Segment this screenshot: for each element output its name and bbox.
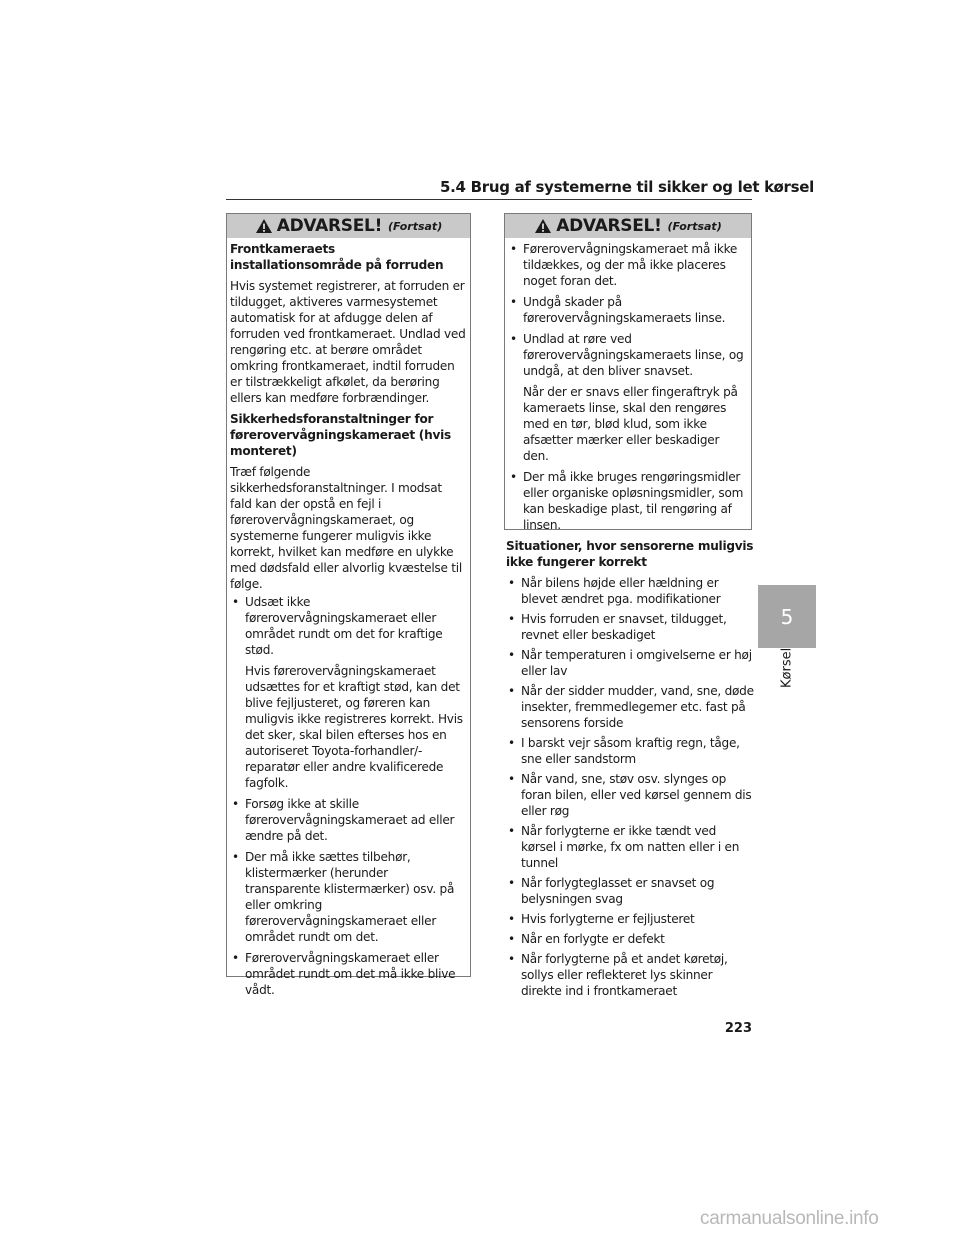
situations-heading: Situationer, hvor sensorerne muligvis ikke fungerer korrekt [506, 539, 754, 569]
warning-box-left [226, 213, 471, 997]
warning-body [227, 238, 470, 998]
chapter-tab [758, 585, 816, 648]
bullet-subparagraph: Når der er snavs eller fingeraftryk på kameraets linse, skal den rengøres med en tør, blød klud, som ikke afsætter mærker eller beskadiger den. [523, 385, 738, 463]
bullet-item: • Udsæt ikke førerovervågningskameraet eller området rundt om det for kraftige stød. [230, 594, 466, 658]
warning-triangle-icon [534, 218, 552, 234]
warning-header [227, 214, 470, 238]
list-item: • Når forlygterne på et andet køretøj, sollys eller reflekteret lys skinner direkte ind i frontkameraet [506, 951, 754, 999]
warning-header [505, 214, 751, 238]
bullet-item: • Førerovervågningskameraet eller området rundt om det må ikke blive vådt. [230, 950, 466, 998]
warning-title: ADVARSEL! [556, 216, 662, 236]
warning-body [505, 238, 751, 533]
page-number: 223 [724, 1021, 752, 1036]
list-item: • Når forlygteglasset er snavset og belysningen svag [506, 875, 754, 907]
section-title: 5.4 Brug af systemerne til sikker og let kørsel [440, 178, 814, 196]
warning-continued: (Fortsat) [667, 219, 722, 233]
chapter-label: Kørsel [779, 648, 795, 689]
list-item: • Når der sidder mudder, vand, sne, døde insekter, fremmedlegemer etc. fast på sensorens forside [506, 683, 754, 731]
list-item: • Når en forlygte er defekt [506, 931, 754, 947]
bullet-item: • Undgå skader på førerovervågningskameraets linse. [508, 294, 747, 326]
bullet-item: • Førerovervågningskameraet må ikke tildækkes, og der må ikke placeres noget foran det. [508, 241, 747, 289]
header-divider [226, 199, 752, 200]
list-item: • Når vand, sne, støv osv. slynges op foran bilen, eller ved kørsel gennem dis eller røg [506, 771, 754, 819]
warning-paragraph: Hvis systemet registrerer, at forruden er tildugget, aktiveres varmesystemet automatisk for at afdugge delen af forruden ved frontkameraet. Undlad ved rengøring etc. at berøre området omkring frontkameraet, indtil forruden er tilstrækkeligt afkølet, da berøring ellers kan medføre forbrændinger. [230, 279, 466, 405]
warning-triangle-icon [255, 218, 273, 234]
bullet-item: • Der må ikke bruges rengøringsmidler eller organiske opløsningsmidler, som kan beskadige plast, til rengøring af linsen. [508, 469, 747, 533]
bullet-item: • Der må ikke sættes tilbehør, klistermærker (herunder transparente klistermærker) osv. på eller omkring førerovervågningskameraet eller området rundt om det. [230, 849, 466, 945]
bullet-item: • Forsøg ikke at skille førerovervågningskameraet ad eller ændre på det. [230, 796, 466, 844]
list-item: • I barskt vejr såsom kraftig regn, tåge, sne eller sandstorm [506, 735, 754, 767]
bullet-subparagraph: Hvis førerovervågningskameraet udsættes for et kraftigt stød, kan det blive fejljusteret, og føreren kan muligvis ikke registreres korrekt. Hvis det sker, skal bilen efterses hos en autoriseret Toyota-forhandler/-reparatør eller andre kvalificerede fagfolk. [245, 664, 463, 790]
warning-title: ADVARSEL! [276, 216, 383, 236]
watermark: carmanualsonline.info [700, 1208, 879, 1229]
warning-heading: Frontkameraets installationsområde på forruden [230, 242, 444, 272]
bullet-item: • Undlad at røre ved førerovervågningskameraets linse, og undgå, at den bliver snavset. [508, 331, 747, 379]
warning-box-right [504, 213, 752, 530]
warning-continued: (Fortsat) [388, 219, 443, 233]
situations-section [506, 538, 754, 1003]
list-item: • Hvis forruden er snavset, tildugget, revnet eller beskadiget [506, 611, 754, 643]
warning-paragraph: Træf følgende sikkerhedsforanstaltninger. I modsat fald kan der opstå en fejl i førerovervågningskameraet, og systemerne fungerer muligvis ikke korrekt, hvilket kan medføre en ulykke med dødsfald eller alvorlig kvæstelse til følge. [230, 465, 462, 591]
chapter-number: 5 [780, 604, 794, 629]
list-item: • Når bilens højde eller hældning er blevet ændret pga. modifikationer [506, 575, 754, 607]
list-item: • Hvis forlygterne er fejljusteret [506, 911, 754, 927]
warning-heading: Sikkerhedsforanstaltninger for førerovervågningskameraet (hvis monteret) [230, 412, 451, 458]
list-item: • Når temperaturen i omgivelserne er høj eller lav [506, 647, 754, 679]
list-item: • Når forlygterne er ikke tændt ved kørsel i mørke, fx om natten eller i en tunnel [506, 823, 754, 871]
